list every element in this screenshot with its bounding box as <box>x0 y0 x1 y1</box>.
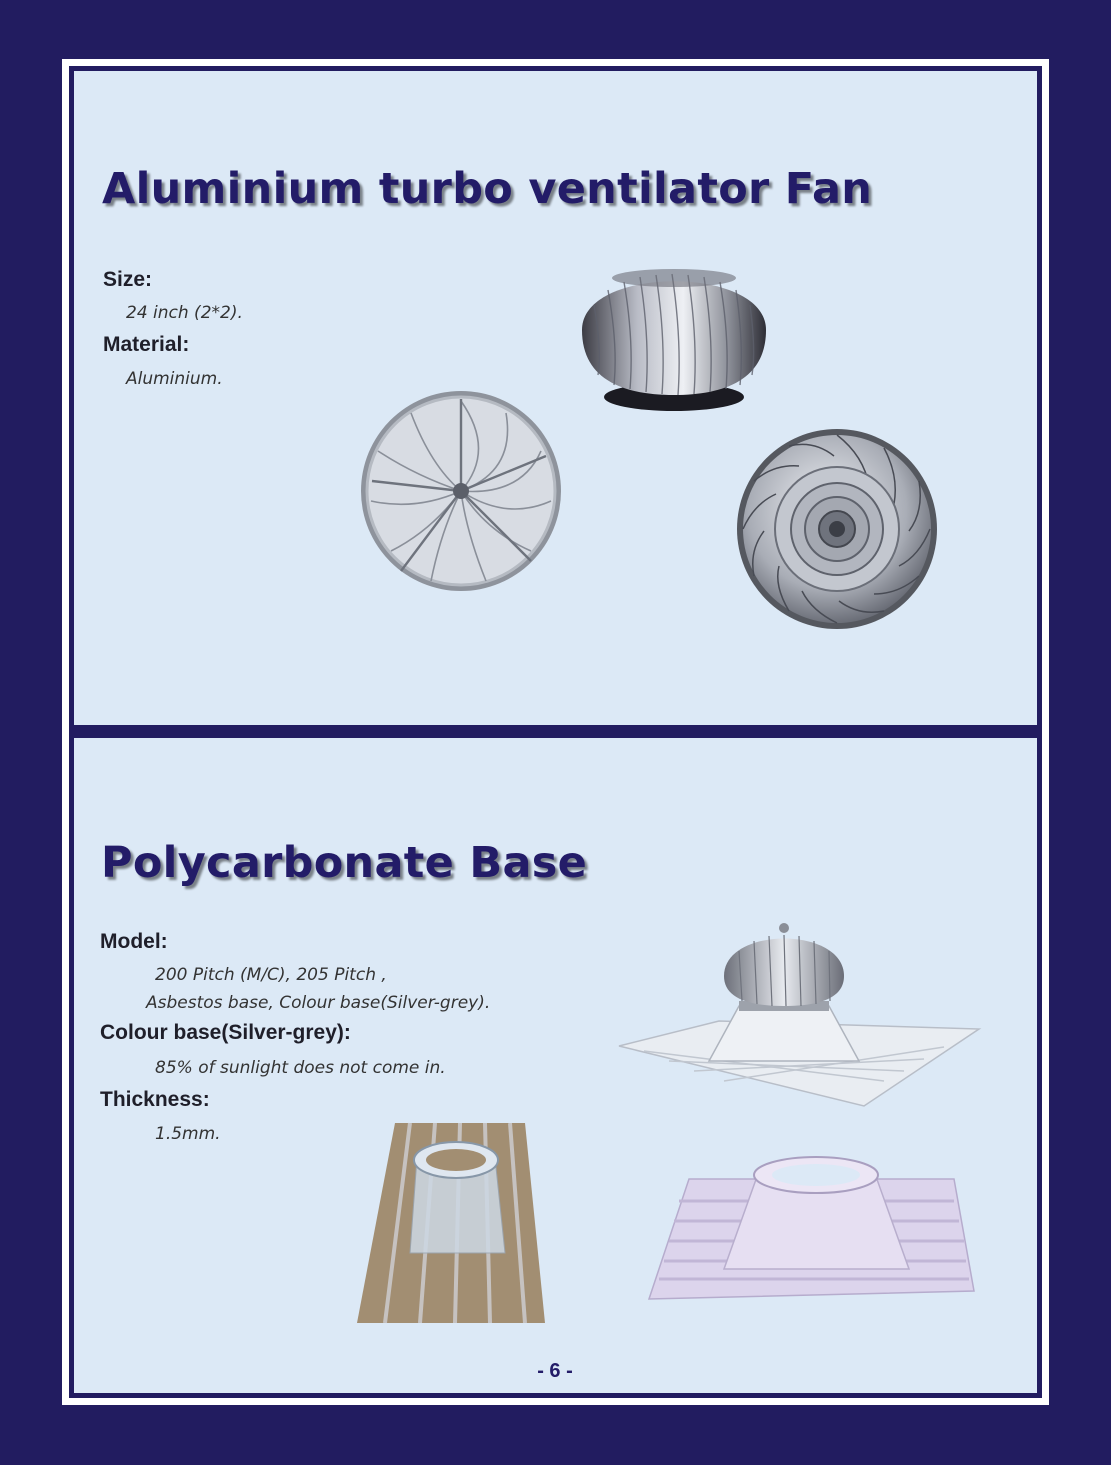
size-value: 24 inch (2*2). <box>126 303 243 323</box>
material-value: Aluminium. <box>126 369 223 389</box>
fan-section-panel <box>74 71 1037 725</box>
thickness-label: Thickness: <box>100 1088 210 1111</box>
clear-base-image <box>355 1118 545 1328</box>
fan-section-title: Aluminium turbo ventilator Fan <box>102 164 873 214</box>
model-line-1: 200 Pitch (M/C), 205 Pitch , <box>155 965 387 985</box>
model-line-2: Asbestos base, Colour base(Silver-grey). <box>146 993 491 1013</box>
colour-base-label: Colour base(Silver-grey): <box>100 1021 351 1044</box>
thickness-value: 1.5mm. <box>155 1124 221 1144</box>
fan-on-base-image <box>614 921 984 1111</box>
turbo-fan-side-image <box>574 255 774 415</box>
size-label: Size: <box>103 268 153 291</box>
base-section-title: Polycarbonate Base <box>101 838 588 888</box>
material-label: Material: <box>103 333 190 356</box>
base-section-panel <box>74 738 1037 1393</box>
colour-base-image <box>644 1151 984 1301</box>
turbo-fan-bottom-image <box>356 381 566 601</box>
page-number: - 6 - <box>537 1360 573 1382</box>
model-label: Model: <box>100 930 168 953</box>
turbo-fan-top-image <box>734 426 940 632</box>
colour-base-value: 85% of sunlight does not come in. <box>155 1058 446 1078</box>
